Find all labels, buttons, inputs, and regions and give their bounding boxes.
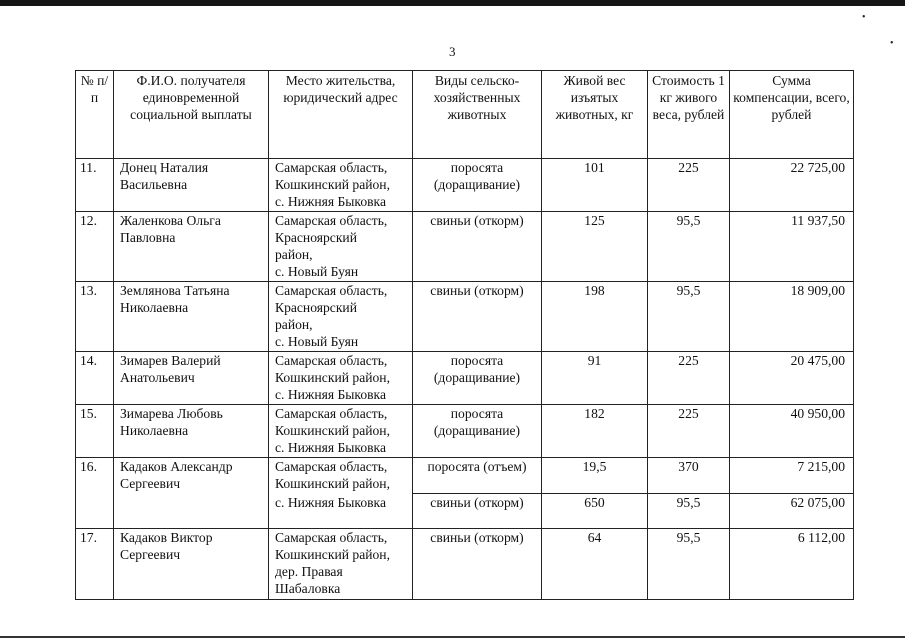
compensation-sum: 40 950,00 (730, 405, 854, 458)
price-per-kg: 225 (648, 405, 730, 458)
scan-mark: • (862, 12, 866, 23)
table-row (76, 282, 854, 352)
animal-type: свиньи (откорм) (413, 494, 542, 529)
price-per-kg: 95,5 (648, 282, 730, 352)
compensation-sum: 18 909,00 (730, 282, 854, 352)
animal-type: свиньи (откорм) (413, 282, 542, 352)
live-weight: 125 (542, 212, 648, 282)
recipient-name: Зимарев Валерий Анатольевич (114, 352, 269, 405)
recipient-name: Жаленкова Ольга Павловна (114, 212, 269, 282)
price-per-kg: 370 (648, 458, 730, 494)
live-weight: 182 (542, 405, 648, 458)
address: с. Нижняя Быковка (269, 494, 413, 529)
animal-type: поросята (доращивание) (413, 405, 542, 458)
price-per-kg: 225 (648, 352, 730, 405)
live-weight: 64 (542, 529, 648, 600)
address: Самарская область, Кошкинский район, с. Нижняя Быковка (269, 159, 413, 212)
live-weight: 101 (542, 159, 648, 212)
header-address: Место жительства, юридический адрес (269, 71, 413, 159)
scan-mark: • (890, 38, 894, 49)
row-number: 11. (76, 159, 114, 212)
live-weight: 91 (542, 352, 648, 405)
top-border-line (0, 0, 905, 6)
row-number: 15. (76, 405, 114, 458)
compensation-sum: 22 725,00 (730, 159, 854, 212)
table-row (76, 529, 854, 600)
price-per-kg: 95,5 (648, 212, 730, 282)
table-row (76, 458, 854, 494)
animal-type: поросята (доращивание) (413, 159, 542, 212)
animal-type: свиньи (откорм) (413, 212, 542, 282)
row-number: 12. (76, 212, 114, 282)
recipient-name: Зимарева Любовь Николаевна (114, 405, 269, 458)
address: Самарская область, Кошкинский район, с. Нижняя Быковка (269, 405, 413, 458)
price-per-kg: 225 (648, 159, 730, 212)
animal-type: поросята (отъем) (413, 458, 542, 494)
row-number: 17. (76, 529, 114, 600)
table-row (76, 352, 854, 405)
header-recipient-name: Ф.И.О. получателя единовременной социальной выплаты (114, 71, 269, 159)
price-per-kg: 95,5 (648, 494, 730, 529)
animal-type: поросята (доращивание) (413, 352, 542, 405)
table-row (76, 212, 854, 282)
header-price-per-kg: Стоимость 1 кг живого веса, рублей (648, 71, 730, 159)
address: Самарская область, Кошкинский район, (269, 458, 413, 494)
row-number: 16. (76, 458, 114, 529)
price-per-kg: 95,5 (648, 529, 730, 600)
address: Самарская область, Кошкинский район, с. Нижняя Быковка (269, 352, 413, 405)
table-header-row (76, 71, 854, 159)
address: Самарская область, Кошкинский район, дер. Правая Шабаловка (269, 529, 413, 600)
compensation-sum: 11 937,50 (730, 212, 854, 282)
header-compensation-sum: Сумма компенсации, всего, рублей (730, 71, 854, 159)
bottom-border-line (0, 636, 905, 638)
header-live-weight: Живой вес изъятых животных, кг (542, 71, 648, 159)
compensation-sum: 7 215,00 (730, 458, 854, 494)
row-number: 14. (76, 352, 114, 405)
address: Самарская область, Красноярский район, с. Новый Буян (269, 212, 413, 282)
table-row (76, 405, 854, 458)
row-number: 13. (76, 282, 114, 352)
live-weight: 198 (542, 282, 648, 352)
recipient-name: Донец Наталия Васильевна (114, 159, 269, 212)
compensation-sum: 6 112,00 (730, 529, 854, 600)
table-row (76, 159, 854, 212)
page-number: 3 (449, 44, 456, 59)
compensation-sum: 62 075,00 (730, 494, 854, 529)
recipient-name: Кадаков Виктор Сергеевич (114, 529, 269, 600)
compensation-table (75, 70, 854, 600)
header-number: № п/п (76, 71, 114, 159)
animal-type: свиньи (откорм) (413, 529, 542, 600)
compensation-sum: 20 475,00 (730, 352, 854, 405)
live-weight: 650 (542, 494, 648, 529)
address: Самарская область, Красноярский район, с. Новый Буян (269, 282, 413, 352)
recipient-name: Землянова Татьяна Николаевна (114, 282, 269, 352)
recipient-name: Кадаков Александр Сергеевич (114, 458, 269, 529)
header-animal-type: Виды сельско- хозяйственных животных (413, 71, 542, 159)
live-weight: 19,5 (542, 458, 648, 494)
